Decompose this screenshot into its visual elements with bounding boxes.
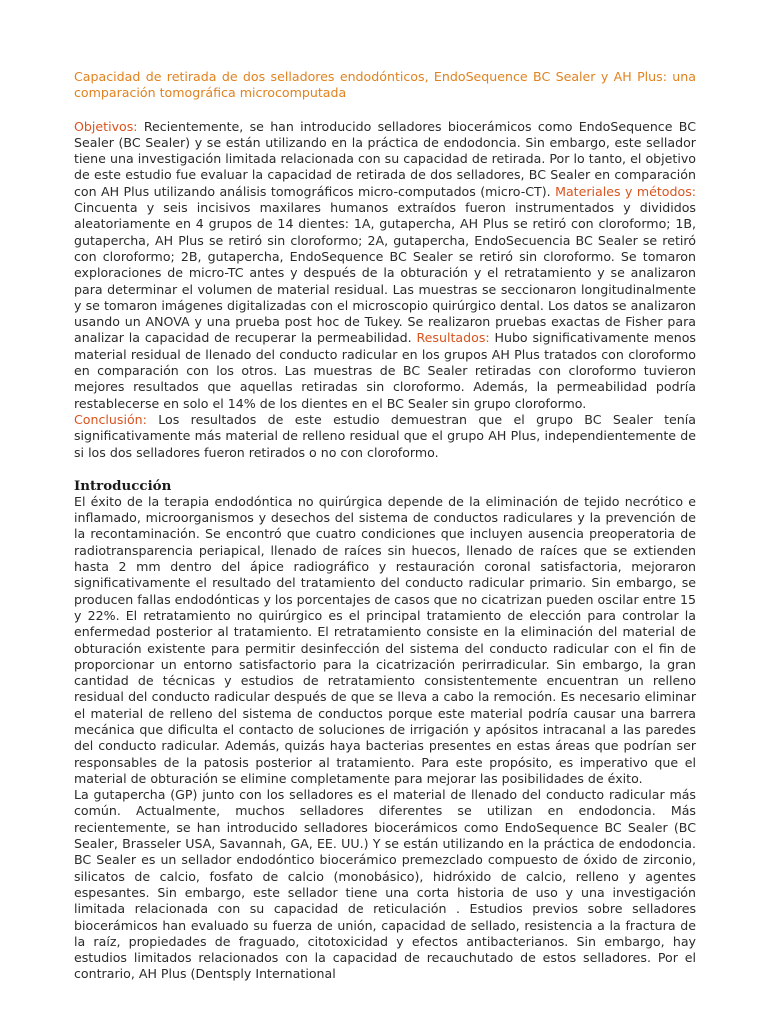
resultados-label: Resultados: [416, 330, 490, 346]
intro-paragraph-2: La gutapercha (GP) junto con los selladores es el material de llenado del conducto radicular más común. Actualmente, muchos selladores diferentes se utilizan en endodoncia. Más recientemente, se han introducido selladores biocerámicos como EndoSequence BC Sealer (BC Sealer, Brasseler USA, Savannah, GA, EE. UU.) Y se están utilizando en la práctica de endodoncia. BC Sealer es un sellador endodóntico biocerámico premezclado compuesto de óxido de zirconio, silicatos de calcio, fosfato de calcio (monobásico), hidróxido de calcio, relleno y agentes espesantes. Sin embargo, este sellador tiene una corta historia de uso y una investigación limitada relacionada con su capacidad de reticulación . Estudios previos sobre selladores biocerámicos han evaluado su fuerza de unión, capacidad de sellado, resistencia a la fractura de la raíz, propiedades de fraguado, citotoxicidad y efectos antibacterianos. Sin embargo, hay estudios limitados relacionados con la capacidad de recauchutado de estos selladores. Por el contrario, AH Plus (Dentsply International [74, 787, 696, 982]
abstract-paragraph [74, 119, 696, 412]
document-title: Capacidad de retirada de dos selladores endodónticos, EndoSequence BC Sealer y AH Plus: una comparación tomográfica microcomputada [74, 69, 696, 101]
intro-paragraph-1: El éxito de la terapia endodóntica no quirúrgica depende de la eliminación de tejido necrótico e inflamado, microorganismos y desechos del sistema de conductos radiculares y la prevención de la recontaminación. Se encontró que cuatro condiciones que incluyen ausencia preoperatoria de radiotransparencia periapical, llenado de raíces sin huecos, llenado de raíces que se extienden hasta 2 mm dentro del ápice radiográfico y restauración coronal satisfactoria, mejoraron significativamente el resultado del tratamiento del conducto radicular primario. Sin embargo, se producen fallas endodónticas y los porcentajes de casos que no cicatrizan pueden oscilar entre 15 y 22%. El retratamiento no quirúrgico es el principal tratamiento de elección para controlar la enfermedad posterior al tratamiento. El retratamiento consiste en la eliminación del material de obturación existente para permitir desinfección del sistema del conducto radicular con el fin de proporcionar un entorno satisfactorio para la cicatrización perirradicular. Sin embargo, la gran cantidad de técnicas y estudios de retratamiento consistentemente encuentran un relleno residual del conducto radicular después de que se lleva a cabo la remoción. Es necesario eliminar el material de relleno del sistema de conductos porque este material podría causar una barrera mecánica que dificulta el contacto de soluciones de irrigación y apósitos intracanal a las paredes del conducto radicular. Además, quizás haya bacterias presentes en estas áreas que podrían ser responsables de la patosis posterior al tratamiento. Para este propósito, es imperativo que el material de obturación se elimine completamente para mejorar las posibilidades de éxito. [74, 493, 696, 786]
objetivos-label: Objetivos: [74, 118, 138, 134]
conclusion-text: Los resultados de este estudio demuestran que el grupo BC Sealer tenía significativamente más material de relleno residual que el grupo AH Plus, independientemente de si los dos selladores fueron retirados o no con cloroformo. [74, 411, 696, 460]
conclusion-label: Conclusión: [74, 411, 147, 427]
section-heading-introduccion: Introducción [74, 477, 172, 494]
resultados-text: Hubo significativamente menos material residual de llenado del conducto radicular en los grupos AH Plus tratados con cloroformo en comparación con los otros. Las muestras de BC Sealer retiradas con cloroformo tuvieron mejores resultados que aquellas retiradas sin cloroformo. Además, la permeabilidad podría restablecerse en solo el 14% de los dientes en el BC Sealer sin grupo cloroformo. [74, 330, 696, 411]
conclusion-paragraph [74, 412, 696, 461]
materiales-label: Materiales y métodos: [555, 183, 697, 199]
objetivos-text: Recientemente, se han introducido selladores biocerámicos como EndoSequence BC Sealer (BC Sealer) y se están utilizando en la práctica de endodoncia. Sin embargo, este sellador tiene una investigación limitada relacionada con su capacidad de retirada. Por lo tanto, el objetivo de este estudio fue evaluar la capacidad de retirada de dos selladores, BC Sealer en comparación con AH Plus utilizando análisis tomográficos micro-computados (micro-CT). [74, 118, 696, 199]
materiales-text: Cincuenta y seis incisivos maxilares humanos extraídos fueron instrumentados y divididos aleatoriamente en 4 grupos de 14 dientes: 1A, gutapercha, AH Plus se retiró con cloroformo; 1B, gutapercha, AH Plus se retiró sin cloroformo; 2A, gutapercha, EndoSecuencia BC Sealer se retiró con cloroformo; 2B, gutapercha, EndoSequence BC Sealer se retiró sin cloroformo. Se tomaron exploraciones de micro-TC antes y después de la obturación y el retratamiento y se analizaron para determinar el volumen de material residual. Las muestras se seccionaron longitudinalmente y se tomaron imágenes digitalizadas con el microscopio quirúrgico dental. Los datos se analizaron usando un ANOVA y una prueba post hoc de Tukey. Se realizaron pruebas exactas de Fisher para analizar la capacidad de recuperar la permeabilidad. [74, 200, 696, 346]
document-page [74, 67, 696, 983]
